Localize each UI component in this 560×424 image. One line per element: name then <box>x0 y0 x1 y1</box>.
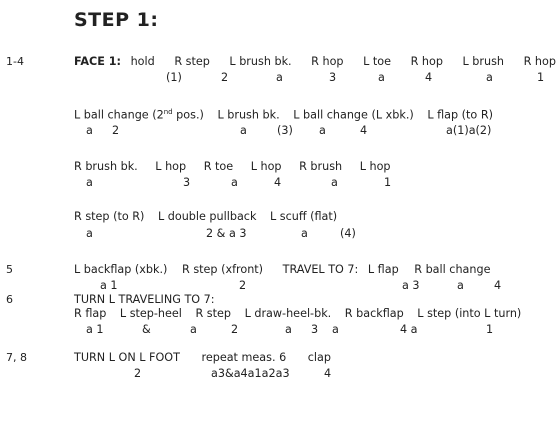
step-line-3 <box>74 160 391 173</box>
measure-label-1-4: 1-4 <box>6 55 24 68</box>
step-text: R hop <box>523 55 556 68</box>
count: (3) <box>277 124 293 137</box>
count: (1) <box>166 71 182 84</box>
count: 2 <box>221 71 229 84</box>
count: a <box>190 323 197 336</box>
step-text: L flap (to R) <box>427 108 493 122</box>
step-text: repeat meas. 6 <box>201 351 287 364</box>
step-text: L brush bk. <box>229 55 292 68</box>
step-text: L ball change (2 <box>74 108 164 122</box>
count: 4 <box>494 279 502 292</box>
count: a <box>276 71 283 84</box>
face-label: FACE 1: <box>74 55 122 68</box>
count: a 1 <box>86 323 104 336</box>
count: a <box>457 279 464 292</box>
step-text: L toe <box>363 55 392 68</box>
step-line-6-head <box>74 293 215 306</box>
step-text: pos.) <box>172 108 204 122</box>
step-text: L ball change (L xbk.) <box>293 108 414 122</box>
step-text: L brush bk. <box>217 108 280 122</box>
step-text: TRAVEL TO 7: <box>282 263 359 276</box>
step-text: TURN L ON L FOOT <box>74 351 180 364</box>
step-text: R step <box>195 307 231 320</box>
count-line-1 <box>74 71 554 85</box>
step-text: R hop <box>311 55 344 68</box>
count: (4) <box>340 227 356 240</box>
measure-label-7-8: 7, 8 <box>6 351 27 364</box>
count: 2 <box>134 367 142 380</box>
count: 2 <box>231 323 239 336</box>
count: 1 <box>384 176 392 189</box>
count-line-5 <box>74 279 554 293</box>
count: a <box>319 124 326 137</box>
step-line-4 <box>74 210 337 223</box>
step-text: R backflap <box>344 307 404 320</box>
count: 2 & a 3 <box>206 227 247 240</box>
count: 4 <box>360 124 368 137</box>
count: a3&a4a1a2a3 <box>211 367 290 380</box>
step-text: clap <box>307 351 331 364</box>
step-line-2 <box>74 108 493 122</box>
step-text: L hop <box>359 160 391 173</box>
count: a 1 <box>100 279 118 292</box>
step-text: R hop <box>410 55 443 68</box>
ordinal-suffix: nd <box>163 108 173 116</box>
count: 4 <box>324 367 332 380</box>
count: a <box>332 323 339 336</box>
step-line-5 <box>74 263 490 276</box>
count: a <box>86 227 93 240</box>
count: 4 a <box>400 323 418 336</box>
count-line-6 <box>74 323 554 337</box>
count: 2 <box>112 124 120 137</box>
count: a <box>331 176 338 189</box>
count: 3 <box>183 176 191 189</box>
step-text: L brush <box>462 55 505 68</box>
step-text: R ball change <box>414 263 491 276</box>
count-line-7 <box>74 367 554 381</box>
step-line-7 <box>74 351 331 364</box>
step-text: L backflap (xbk.) <box>74 263 168 276</box>
step-text: L hop <box>250 160 282 173</box>
step-text: L double pullback <box>157 210 257 223</box>
count-line-2 <box>74 124 554 138</box>
count: a <box>486 71 493 84</box>
count: a(1)a(2) <box>446 124 492 137</box>
step-text: L hop <box>155 160 187 173</box>
step-text: L step-heel <box>119 307 182 320</box>
count: & <box>142 323 151 336</box>
step-text: R brush bk. <box>74 160 138 173</box>
count: a <box>231 176 238 189</box>
count: 2 <box>239 279 247 292</box>
step-line-6 <box>74 307 521 320</box>
step-text: L scuff (flat) <box>270 210 338 223</box>
step-text: L flap <box>367 263 399 276</box>
step-text: R step (to R) <box>74 210 145 223</box>
count-line-3 <box>74 176 554 190</box>
count: 3 <box>311 323 319 336</box>
count: 4 <box>274 176 282 189</box>
step-text: hold <box>130 55 155 68</box>
step-line-1 <box>74 55 556 68</box>
count: 4 <box>425 71 433 84</box>
step-text: L draw-heel-bk. <box>244 307 332 320</box>
step-text: R flap <box>74 307 107 320</box>
step-text: L step (into L turn) <box>417 307 522 320</box>
step-text: R step <box>174 55 210 68</box>
count-line-4 <box>74 227 554 241</box>
count: 3 <box>329 71 337 84</box>
measure-label-6: 6 <box>6 293 13 306</box>
step-text: R step (xfront) <box>182 263 264 276</box>
count: a <box>285 323 292 336</box>
count: a <box>378 71 385 84</box>
page-title: STEP 1: <box>74 9 159 31</box>
step-text: R brush <box>299 160 343 173</box>
count: a <box>240 124 247 137</box>
count: 1 <box>537 71 545 84</box>
count: a <box>86 124 93 137</box>
count: a <box>86 176 93 189</box>
count: 1 <box>486 323 494 336</box>
count: a 3 <box>402 279 420 292</box>
measure-label-5: 5 <box>6 263 13 276</box>
step-text: TURN L TRAVELING TO 7: <box>74 293 215 306</box>
count: a <box>301 227 308 240</box>
step-text: R toe <box>203 160 234 173</box>
